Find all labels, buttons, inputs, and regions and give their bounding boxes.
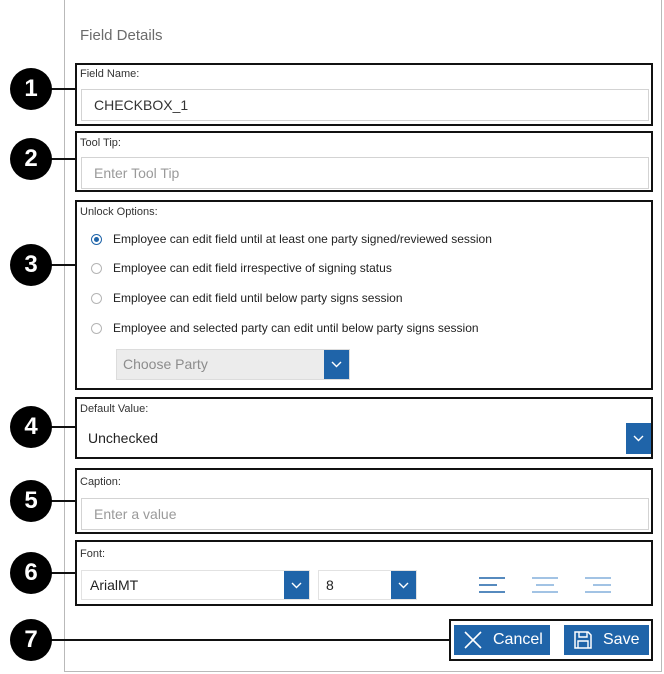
align-center-icon[interactable] <box>532 576 558 594</box>
callout-7: 7 <box>10 619 52 661</box>
caption-section <box>75 468 653 534</box>
tool-tip-input[interactable]: Enter Tool Tip <box>81 157 649 189</box>
unlock-options-label: Unlock Options: <box>80 206 158 218</box>
callout-4: 4 <box>10 406 52 448</box>
radio-icon[interactable] <box>91 323 102 334</box>
default-value-selected: Unchecked <box>88 430 159 446</box>
unlock-option-4[interactable] <box>91 319 479 337</box>
align-right-icon[interactable] <box>585 576 611 594</box>
unlock-option-3[interactable] <box>91 289 403 307</box>
callout-leader <box>48 158 76 160</box>
caption-label: Caption: <box>80 476 121 488</box>
font-size-value: 8 <box>326 577 334 593</box>
caption-input[interactable]: Enter a value <box>81 498 649 530</box>
unlock-option-1[interactable] <box>91 230 492 248</box>
default-value-section <box>75 397 653 459</box>
choose-party-select[interactable] <box>116 349 350 380</box>
unlock-option-2[interactable] <box>91 259 392 277</box>
unlock-option-label: Employee can edit field irrespective of signing status <box>113 261 392 275</box>
save-label: Save <box>603 631 640 648</box>
callout-2: 2 <box>10 138 52 180</box>
actions-section <box>449 619 653 661</box>
callout-5: 5 <box>10 480 52 522</box>
callout-leader <box>48 88 76 90</box>
chevron-down-icon[interactable] <box>391 571 416 599</box>
radio-icon[interactable] <box>91 293 102 304</box>
callout-6: 6 <box>10 552 52 594</box>
callout-leader <box>48 572 76 574</box>
callout-leader <box>48 264 76 266</box>
unlock-option-label: Employee can edit field until below party signs session <box>113 291 403 305</box>
close-icon <box>463 630 483 650</box>
radio-selected-icon[interactable] <box>91 234 102 245</box>
field-name-section <box>75 63 653 126</box>
font-section <box>75 540 653 606</box>
callout-leader <box>48 500 76 502</box>
chevron-down-icon[interactable] <box>324 350 349 379</box>
unlock-options-section <box>75 200 653 390</box>
callout-1: 1 <box>10 68 52 110</box>
font-family-value: ArialMT <box>90 577 139 593</box>
callout-3: 3 <box>10 244 52 286</box>
field-name-input[interactable]: CHECKBOX_1 <box>81 89 649 121</box>
dialog-title: Field Details <box>80 27 163 44</box>
font-label: Font: <box>80 548 106 560</box>
default-value-label: Default Value: <box>80 403 149 415</box>
unlock-option-label: Employee can edit field until at least one party signed/reviewed session <box>113 232 492 246</box>
callout-leader <box>48 426 76 428</box>
choose-party-value: Choose Party <box>123 356 208 372</box>
save-icon <box>573 630 593 650</box>
callout-leader <box>48 639 450 641</box>
font-size-select[interactable] <box>318 570 417 600</box>
align-left-icon[interactable] <box>479 576 505 594</box>
save-button[interactable] <box>564 625 649 655</box>
cancel-button[interactable] <box>454 625 550 655</box>
default-value-select[interactable] <box>81 423 651 454</box>
unlock-option-label: Employee and selected party can edit until below party signs session <box>113 321 479 335</box>
chevron-down-icon[interactable] <box>284 571 309 599</box>
tool-tip-section <box>75 131 653 192</box>
field-name-label: Field Name: <box>80 68 140 80</box>
cancel-label: Cancel <box>493 631 543 648</box>
font-family-select[interactable] <box>81 570 310 600</box>
chevron-down-icon[interactable] <box>626 423 651 454</box>
tool-tip-label: Tool Tip: <box>80 137 121 149</box>
radio-icon[interactable] <box>91 263 102 274</box>
